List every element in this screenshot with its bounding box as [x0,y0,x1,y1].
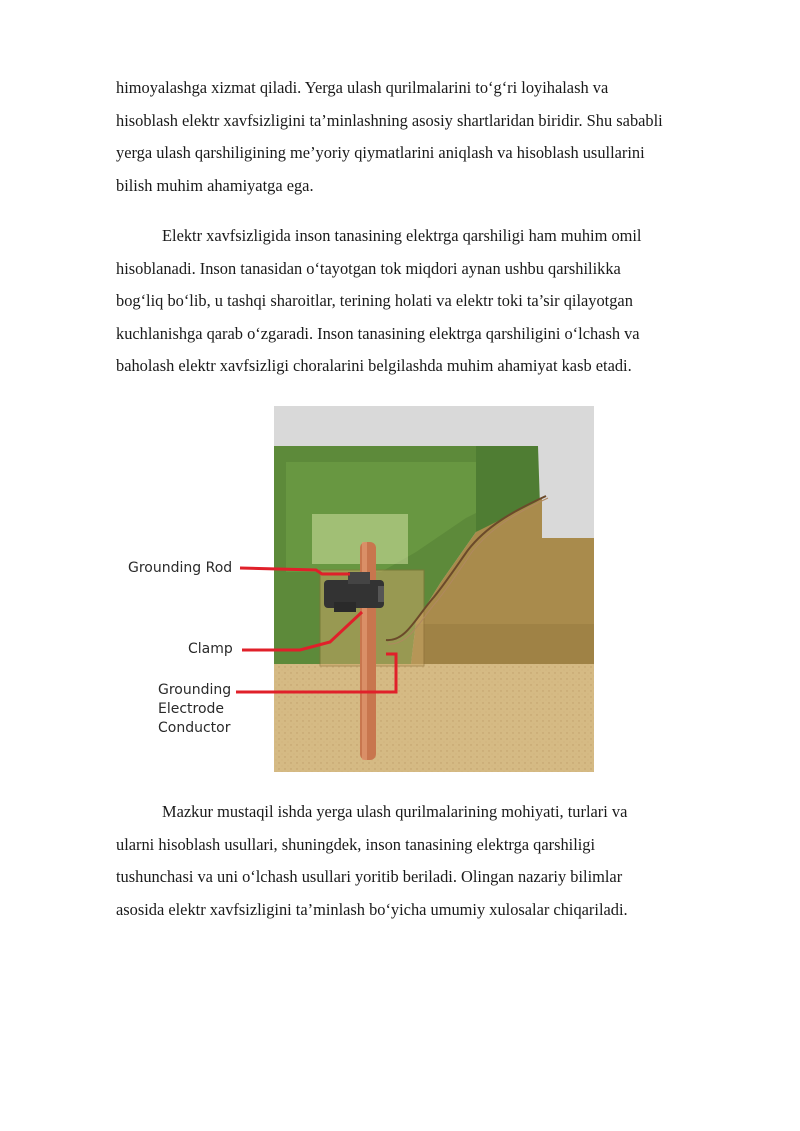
text-line: himoyalashga xizmat qiladi. Yerga ulash qurilmalarini to‘g‘ri loyihalash va [116,78,609,97]
label-line: Electrode [158,701,225,717]
text-line: yerga ulash qarshiligining me’yoriy qiymatlarini aniqlash va hisoblash usullarini [116,143,645,163]
paragraph-grounding-intro [116,72,746,202]
text-line: hisoblanadi. Inson tanasidan o‘tayotgan tok miqdori aynan ushbu qarshilikka [116,258,621,278]
label-line: Conductor [158,720,231,736]
grounding-rod-figure [116,402,606,776]
text-line: asosida elektr xavfsizligini ta’minlash bo‘yicha umumiy xulosalar chiqariladi. [116,899,628,919]
text-line: baholash elektr xavfsizligi choralarini belgilashda muhim ahamiyat kasb etadi. [116,356,632,376]
paragraph-work-summary [116,796,746,926]
text-line: ularni hisoblash usullari, shuningdek, inson tanasining elektrga qarshiligi [116,834,596,854]
label-clamp: Clamp [188,641,233,657]
text-line: hisoblash elektr xavfsizligini ta’minlashning asosiy shartlaridan biridir. Shu sababli [116,110,663,130]
text-line: bog‘liq bo‘lib, u tashqi sharoitlar, terining holati va elektr toki ta’sir qilayotgan [116,291,633,311]
text-line: Elektr xavfsizligida inson tanasining elektrga qarshiligi ham muhim omil [162,226,642,245]
text-line: Mazkur mustaqil ishda yerga ulash qurilmalarining mohiyati, turlari va [162,802,628,821]
text-line: kuchlanishga qarab o‘zgaradi. Inson tanasining elektrga qarshiligini o‘lchash va [116,323,640,343]
text-line: bilish muhim ahamiyatga ega. [116,175,314,195]
paragraph-body-resistance [116,220,746,383]
text-line: tushunchasi va uni o‘lchash usullari yoritib beriladi. Olingan nazariy bilimlar [116,867,623,887]
label-grounding-electrode-conductor [158,681,231,738]
label-grounding-rod: Grounding Rod [128,560,233,576]
label-line: Grounding [158,682,232,698]
